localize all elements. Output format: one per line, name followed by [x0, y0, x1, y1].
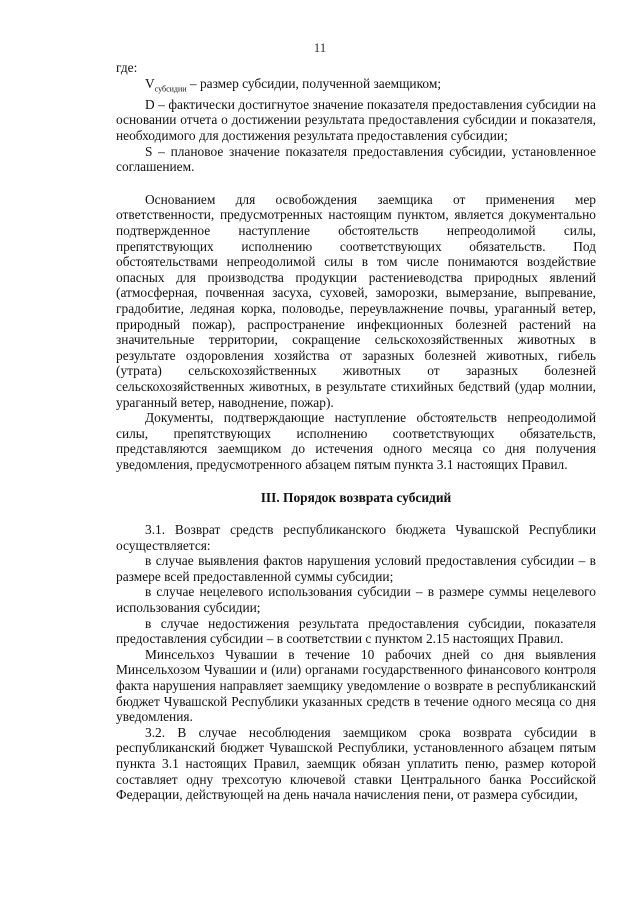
page-number: 11 — [313, 40, 327, 55]
v-definition — [116, 76, 596, 97]
paragraph-force-majeure: Основанием для освобождения заемщика от применения мер ответственности, предусмотренных настоящим пунктом, является документально подтвержденное наступление обстоятельств непреодолимой силы, препятствующих исполнению соответствующих обязательств. Под обстоятельствами непреодолимой силы в том числе понимаются воздействие опасных для производства продукции растениеводства природных явлений (атмосферная, почвенная засуха, суховей, заморозки, вымерзание, выпревание, градобитие, ледяная корка, половодье, переувлажнение почвы, ураганный ветер, природный пожар), распространение инфекционных болезней растений на значительные территории, сокращение сельскохозяйственных животных в результате оздоровления хозяйства от заразных болезней животных, гибель (утрата) сельскохозяйственных животных от заразных болезней сельскохозяйственных животных, в результате стихийных бедствий (удар молнии, ураганный ветер, наводнение, пожар). — [116, 191, 596, 410]
paragraph-notification: Минсельхоз Чувашии в течение 10 рабочих дней со дня выявления Минсельхозом Чувашии и (или) органами государственного финансового контроля факта нарушения направляет заемщику уведомление о возврате в республиканский бюджет Чувашской Республики указанных средств в течение одного месяца со дня уведомления. — [116, 646, 596, 725]
v-subscript: субсидии — [154, 84, 187, 94]
v-symbol: V — [145, 75, 155, 91]
paragraph-violation: в случае выявления фактов нарушения условий предоставления субсидии – в размере всей предоставленной суммы субсидии; — [116, 553, 596, 584]
spacer — [116, 473, 596, 490]
section-heading: III. Порядок возврата субсидий — [260, 489, 452, 505]
paragraph-documents: Документы, подтверждающие наступление обстоятельств непреодолимой силы, препятствующих исполнению соответствующих обязательств, представляются заемщиком до истечения одного месяца со дня получения уведомления, предусмотренного абзацем пятым пункта 3.1 настоящих Правил. — [116, 410, 596, 472]
paragraph-misuse: в случае нецелевого использования субсидии – в размере суммы нецелевого использования субсидии; — [116, 584, 596, 616]
page-content — [116, 60, 596, 803]
where-label: где: — [116, 60, 138, 75]
s-definition: S – плановое значение показателя предоставления субсидии, установленное соглашением. — [116, 143, 596, 175]
v-text: – размер субсидии, полученной заемщиком; — [186, 75, 442, 91]
spacer — [116, 175, 596, 192]
paragraph-3-2: 3.2. В случае несоблюдения заемщиком срока возврата субсидии в республиканский бюджет Чувашской Республики, установленного абзацем пятым пункта 3.1 настоящих Правил, заемщик обязан уплатить пеню, размер которой составляет одну трехсотую ключевой ставки Центрального банка Российской Федерации, действующей на день начала начисления пени, от размера субсидии, — [116, 724, 596, 803]
spacer — [116, 505, 596, 522]
paragraph-non-achievement: в случае недостижения результата предоставления субсидии, показателя предоставления субсидии – в соответствии с пунктом 2.15 настоящих Правил. — [116, 615, 596, 647]
d-definition: D – фактически достигнутое значение показателя предоставления субсидии на основании отчета о достижении результата предоставления субсидии и показателя, необходимого для достижения результата предоставления субсидии; — [116, 96, 596, 144]
paragraph-3-1: 3.1. Возврат средств республиканского бюджета Чувашской Республики осуществляется: — [116, 522, 596, 553]
